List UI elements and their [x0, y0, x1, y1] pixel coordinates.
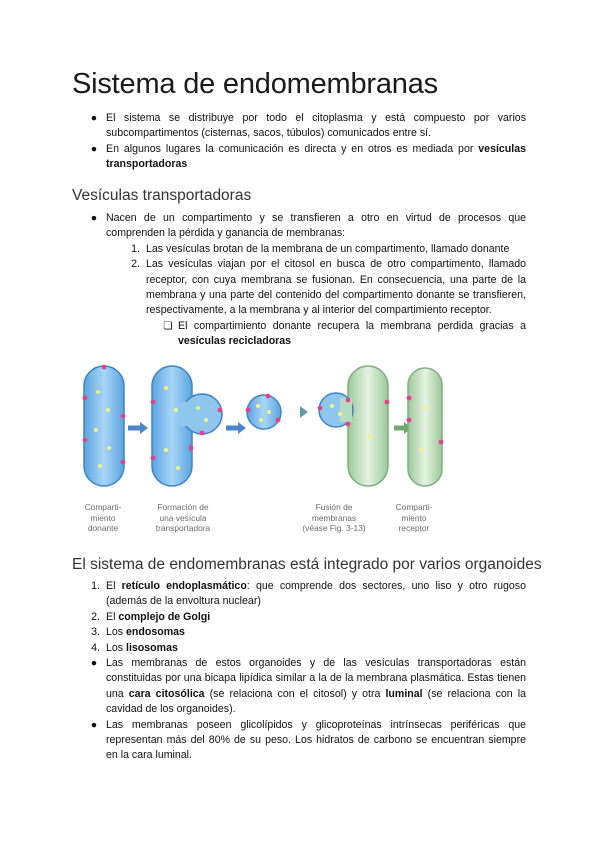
- list-item: 2. Las vesículas viajan por el citosol en busca de otro compartimento, llamado receptor, con cuya membrana se fusionan. En consecuencia, una parte de la membrana y una parte del contenido del compartimento donante se transfieren, respectivamente, a la membrana y al interior del compartimiento receptor.: [131, 258, 526, 317]
- steps-list: [86, 242, 526, 350]
- figure-caption-formacion: Formación de una vesícula transportadora: [155, 502, 211, 534]
- donor-compartment-shape: [83, 365, 126, 486]
- list-item: 1. Las vesículas brotan de la membrana de un compartimento, llamado donante: [131, 242, 510, 255]
- list-item: 2. El complejo de Golgi: [91, 610, 211, 623]
- page-title: Sistema de endomembranas: [72, 68, 438, 100]
- list-item: 3. Los endosomas: [91, 626, 185, 639]
- vesicle-transport-figure: [78, 362, 448, 502]
- list-item: 4. Los lisosomas: [91, 641, 178, 654]
- bullet-icon: ●: [90, 112, 98, 124]
- sub-item: ❏ El compartimiento donante recupera la membrana perdida gracias a vesículas recicladoras: [163, 319, 526, 348]
- list-item: ● Nacen de un compartimento y se transfieren a otro en virtud de procesos que comprenden la pérdida y ganancia de membranas:: [86, 211, 526, 242]
- section-heading-organoides: El sistema de endomembranas está integrado por varios organoides: [72, 556, 542, 573]
- section1-body: [86, 211, 526, 350]
- transport-vesicle-shape: [246, 394, 281, 429]
- arrow-head-icon: [140, 422, 148, 434]
- bullet-icon: ●: [90, 718, 98, 731]
- bullet-icon: ●: [90, 212, 98, 224]
- bullet-icon: ●: [90, 657, 98, 670]
- arrow-head-icon: [300, 406, 308, 418]
- arrow-head-icon: [238, 422, 246, 434]
- section-heading-vesiculas: Vesículas transportadoras: [72, 187, 252, 204]
- intro-list: [86, 111, 526, 173]
- receptor-compartment-shape: [407, 368, 444, 486]
- list-item: ● En algunos lugares la comunicación es directa y en otros es mediada por vesículas transportadoras: [86, 142, 526, 173]
- list-item: ● Las membranas de estos organoides y de las vesículas transportadoras están constituidas por una bicapa lipídica similar a la de la membrana plasmática. Estas tienen una cara citosólica (se relaciona con el citosol) y otra luminal (se relaciona con la cavidad de los organoides).: [86, 656, 526, 718]
- figure-caption-donante: Comparti- miento donante: [84, 502, 122, 534]
- fusion-membrane-shape: [318, 366, 390, 486]
- budding-vesicle-shape: [151, 366, 223, 486]
- figure-caption-fusion: Fusión de membranas (véase Fig. 3-13): [302, 502, 366, 534]
- list-item: ● Las membranas poseen glicolípidos y glicoproteínas intrínsecas periféricas que representan más del 80% de su peso. Los hidratos de carbono se encuentran siempre en la cara luminal.: [86, 718, 526, 764]
- checkbox-square-icon: ❏: [163, 319, 173, 332]
- figure-caption-receptor: Comparti- miento receptor: [395, 502, 433, 534]
- bullet-icon: ●: [90, 142, 98, 155]
- section2-body: [86, 579, 526, 764]
- list-item: 1. El retículo endoplasmático: que comprende dos sectores, uno liso y otro rugoso (además de la envoltura nuclear): [91, 580, 526, 608]
- list-item: ● El sistema se distribuye por todo el citoplasma y está compuesto por varios subcompartimentos (cisternas, sacos, túbulos) comunicados entre sí.: [86, 111, 526, 142]
